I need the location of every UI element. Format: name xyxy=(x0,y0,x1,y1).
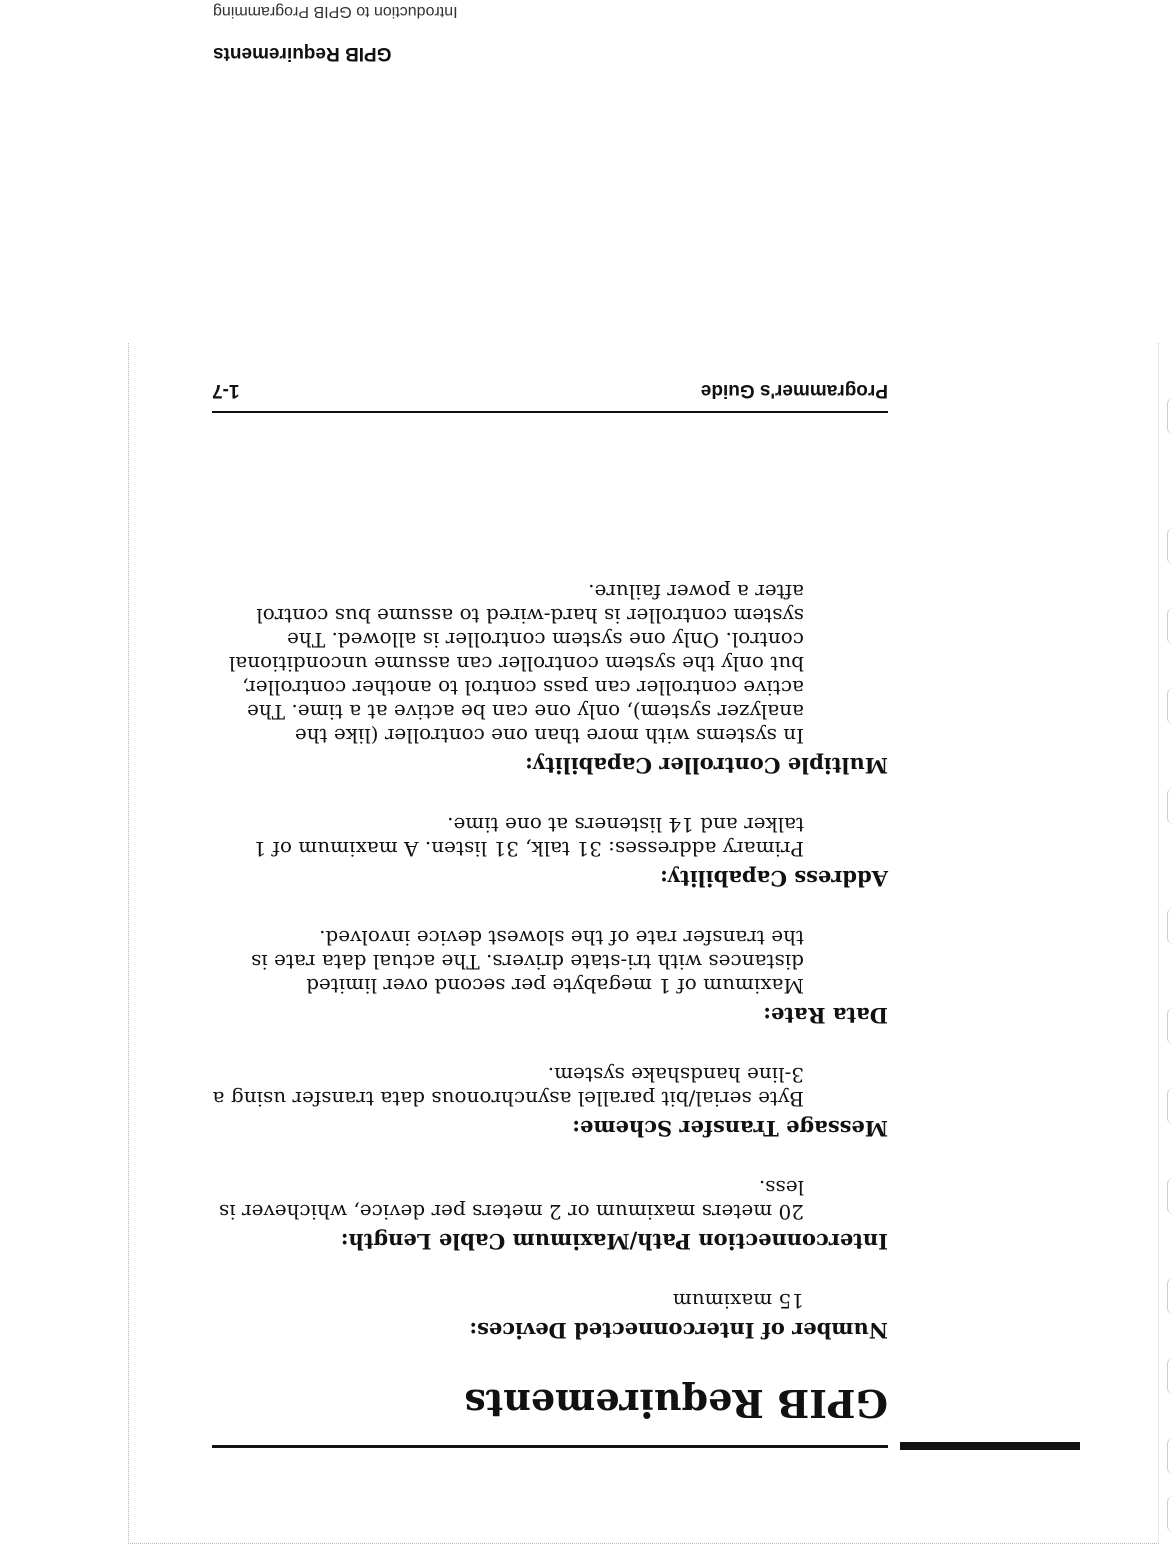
requirement-section xyxy=(212,813,888,892)
section-body: Primary addresses: 31 talk, 31 listen. A maximum of 1 talker and 14 listeners at one time. xyxy=(253,813,804,861)
footer-guide-title: Programmer's Guide xyxy=(700,380,888,401)
binder-edge-mark xyxy=(1167,908,1176,944)
title-bar xyxy=(900,1442,1080,1450)
page-number: 1-7 xyxy=(212,380,240,401)
section-heading: Number of Interconnected Devices: xyxy=(469,1318,888,1343)
requirements-list xyxy=(212,546,888,1344)
binder-edge-mark xyxy=(1167,688,1176,724)
requirement-section xyxy=(212,1063,888,1142)
binder-edge-mark xyxy=(1167,1008,1176,1044)
requirement-section xyxy=(212,926,888,1029)
binder-edge-mark xyxy=(1167,1438,1176,1474)
running-head: GPIB Requirements xyxy=(213,43,392,64)
title-rule xyxy=(212,1445,888,1448)
section-body: In systems with more than one controller (like the analyzer system), only one can be active at a time. The active controller can pass control to another controller, but only the system controller can assume unconditional control. Only one system controller is allowed. The system controller is hard-wired to assume bus control after a power failure. xyxy=(228,580,804,748)
section-heading: Interconnection Path/Maximum Cable Length: xyxy=(340,1229,888,1254)
section-body: Maximum of 1 megabyte per second over limited distances with tri-state drivers. The actual data rate is the transfer rate of the slowest device involved. xyxy=(251,926,804,998)
section-heading: Data Rate: xyxy=(763,1003,888,1028)
section-heading: Message Transfer Scheme: xyxy=(572,1116,888,1141)
binder-edge-mark xyxy=(1167,528,1176,564)
requirement-section xyxy=(212,1289,888,1344)
section-heading: Address Capability: xyxy=(660,866,888,891)
footer-rule xyxy=(212,411,888,413)
binder-edge-mark xyxy=(1167,1178,1176,1214)
binder-edge-mark xyxy=(1167,1088,1176,1124)
binder-edge-mark xyxy=(1167,788,1176,824)
binder-edge-mark xyxy=(1167,398,1176,434)
binder-edge-mark xyxy=(1167,1496,1176,1532)
section-body: Byte serial/bit parallel asynchronous data transfer using a 3-line handshake system. xyxy=(212,1063,804,1111)
section-heading: Multiple Controller Capability: xyxy=(525,753,888,778)
requirement-section xyxy=(212,1176,888,1255)
requirement-section xyxy=(212,580,888,779)
binder-edge-mark xyxy=(1167,608,1176,644)
binder-edge-mark xyxy=(1167,1278,1176,1314)
running-head-subtitle: Introduction to GPIB Programming xyxy=(213,3,458,20)
binder-edge-mark xyxy=(1167,1358,1176,1394)
page-title: GPIB Requirements xyxy=(464,1381,888,1426)
section-body: 15 maximum xyxy=(672,1289,804,1313)
section-body: 20 meters maximum or 2 meters per device, whichever is less. xyxy=(219,1176,804,1224)
